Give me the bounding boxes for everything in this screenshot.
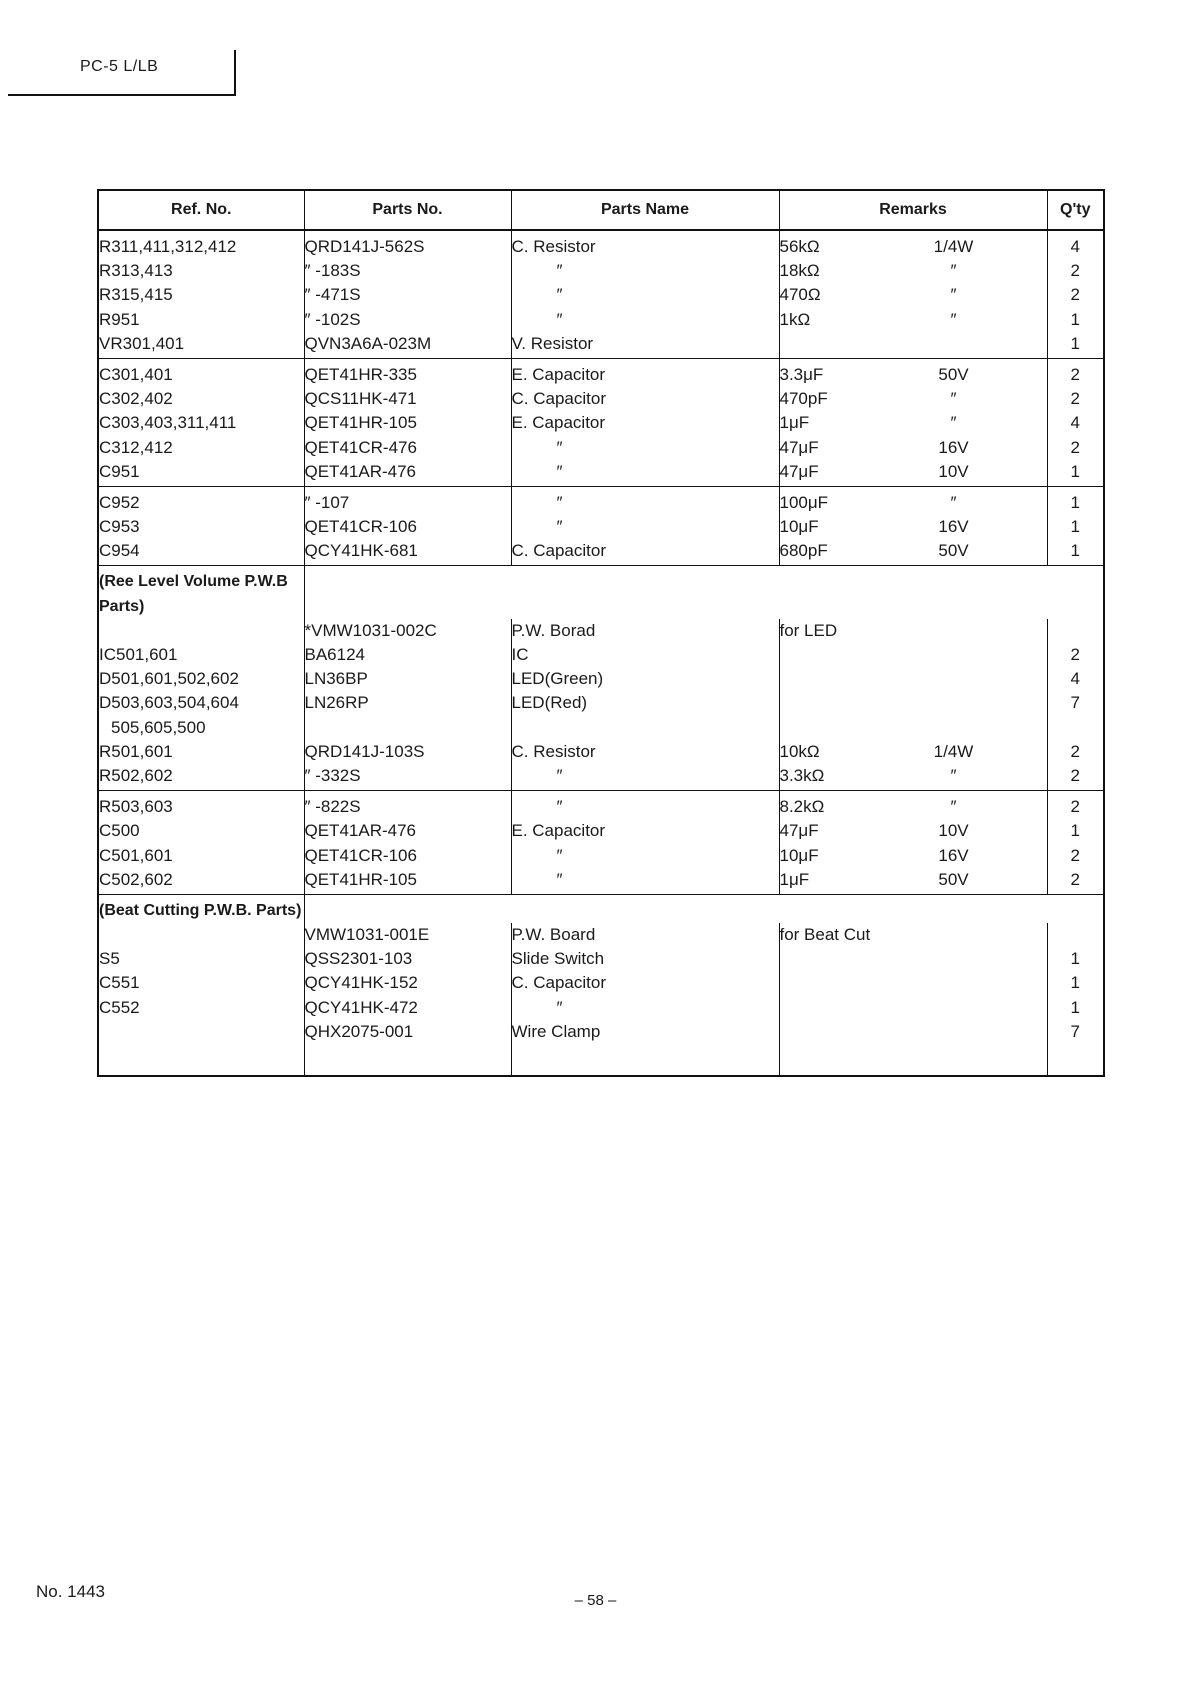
ref-no: R951	[99, 309, 140, 329]
ref-no: C952	[99, 492, 140, 512]
remarks-value: 1μF	[779, 413, 810, 433]
parts-no: QCS11HK-471	[304, 389, 417, 409]
ref-no: C953	[99, 517, 140, 537]
ref-no: S5	[99, 949, 120, 969]
ref-no	[99, 923, 304, 947]
qty-value: 1	[1070, 517, 1080, 537]
remarks-rating: 10V	[938, 821, 969, 841]
ref-no	[99, 619, 304, 643]
remarks-cell	[779, 358, 1047, 486]
qty-value: 1	[1070, 333, 1080, 353]
qty-cell	[1047, 923, 1104, 1076]
qty-cell	[1047, 230, 1104, 358]
remarks-value: for Beat Cut	[779, 925, 871, 945]
qty-value	[1048, 619, 1104, 643]
qty-value: 2	[1070, 364, 1080, 384]
remarks-rating: ″	[950, 285, 957, 305]
qty-value: 2	[1070, 797, 1080, 817]
parts-name: E. Capacitor	[511, 821, 606, 841]
ref-no: R502,602	[99, 765, 173, 785]
parts-name: ″	[556, 492, 563, 512]
section-heading: (Beat Cutting P.W.B. Parts)	[98, 894, 304, 923]
remarks-value: 47μF	[779, 821, 819, 841]
parts-name: LED(Green)	[511, 669, 604, 689]
parts-no: BA6124	[304, 645, 365, 665]
remarks-line	[780, 1020, 1047, 1044]
qty-value	[1048, 923, 1104, 947]
parts-no: QET41HR-105	[304, 869, 417, 889]
remarks-line	[780, 411, 1047, 435]
parts-no-cell	[304, 619, 511, 791]
remarks-line	[780, 332, 1047, 356]
ref-no: R311,411,312,412	[99, 237, 237, 256]
remarks-value: for LED	[779, 620, 838, 640]
remarks-line	[780, 764, 1047, 788]
parts-no: QCY41HK-152	[304, 973, 418, 993]
remarks-rating: ″	[950, 492, 957, 512]
qty-value: 2	[1070, 845, 1080, 865]
parts-list-table	[97, 189, 1105, 1077]
remarks-line	[780, 971, 1047, 995]
remarks-line	[780, 259, 1047, 283]
section-heading-row	[98, 894, 1104, 923]
parts-no: ″ -107	[304, 492, 350, 512]
parts-no-cell	[304, 791, 511, 895]
parts-name: ″	[556, 517, 563, 537]
remarks-rating: ″	[950, 765, 957, 785]
remarks-line	[780, 235, 1047, 259]
parts-name-cell	[511, 486, 779, 566]
ref-no: R501,601	[99, 741, 173, 761]
parts-no: ″ -471S	[304, 285, 361, 305]
table-row	[98, 923, 1104, 1076]
remarks-line	[780, 387, 1047, 411]
remarks-rating: 16V	[938, 517, 969, 537]
parts-no: QVN3A6A-023M	[304, 333, 432, 353]
table-row	[98, 358, 1104, 486]
parts-name: ″	[556, 797, 563, 817]
table-row	[98, 230, 1104, 358]
ref-no-cell	[98, 791, 304, 895]
model-label: PC-5 L/LB	[80, 58, 159, 75]
parts-no: QET41CR-106	[304, 845, 417, 865]
parts-name	[512, 716, 779, 740]
parts-no: LN26RP	[304, 693, 369, 713]
remarks-rating: ″	[950, 797, 957, 817]
parts-name: ″	[556, 845, 563, 865]
qty-cell	[1047, 486, 1104, 566]
remarks-line	[780, 740, 1047, 764]
remarks-rating: 16V	[938, 437, 969, 457]
col-header-remarks: Remarks	[779, 190, 1047, 230]
parts-name: Slide Switch	[511, 949, 605, 969]
parts-name: ″	[556, 461, 563, 481]
ref-no: C501,601	[99, 845, 173, 865]
parts-no-cell	[304, 923, 511, 1076]
parts-no: QET41CR-476	[304, 437, 417, 457]
remarks-line	[780, 691, 1047, 715]
remarks-line	[780, 923, 1047, 947]
parts-name-cell	[511, 791, 779, 895]
ref-no: IC501,601	[99, 645, 178, 665]
remarks-cell	[779, 230, 1047, 358]
remarks-cell	[779, 486, 1047, 566]
ref-no: C502,602	[99, 869, 173, 889]
qty-value: 7	[1070, 1021, 1080, 1041]
ref-no: R313,413	[99, 261, 173, 281]
remarks-line	[780, 515, 1047, 539]
remarks-line	[780, 308, 1047, 332]
parts-no: ″ -102S	[304, 309, 361, 329]
parts-name: C. Capacitor	[511, 389, 606, 409]
remarks-line	[780, 844, 1047, 868]
qty-cell	[1047, 358, 1104, 486]
parts-name: P.W. Borad	[511, 620, 596, 640]
remarks-value: 56kΩ	[779, 237, 820, 256]
qty-value: 2	[1070, 285, 1080, 305]
qty-value: 2	[1070, 645, 1080, 665]
parts-no: ″ -183S	[304, 261, 361, 281]
parts-name: V. Resistor	[511, 333, 594, 353]
parts-no-cell	[304, 486, 511, 566]
remarks-value: 3.3kΩ	[779, 765, 825, 785]
remarks-rating: 16V	[938, 845, 969, 865]
remarks-value: 1kΩ	[779, 309, 811, 329]
section-heading-row	[98, 566, 1104, 619]
remarks-rating: ″	[950, 261, 957, 281]
qty-value: 1	[1070, 949, 1080, 969]
col-header-qty: Q'ty	[1047, 190, 1104, 230]
col-header-parts-no: Parts No.	[304, 190, 511, 230]
ref-no: D503,603,504,604	[99, 693, 239, 713]
parts-name: ″	[556, 765, 563, 785]
parts-name: E. Capacitor	[511, 413, 606, 433]
parts-table-body	[98, 230, 1104, 1076]
ref-no: C500	[99, 821, 140, 841]
parts-name-cell	[511, 358, 779, 486]
parts-name: C. Resistor	[511, 741, 596, 761]
ref-no: C551	[99, 973, 140, 993]
parts-no: *VMW1031-002C	[304, 620, 437, 640]
qty-cell	[1047, 791, 1104, 895]
parts-name: P.W. Board	[511, 925, 596, 945]
remarks-line	[780, 643, 1047, 667]
ref-no: C303,403,311,411	[99, 413, 237, 433]
remarks-rating: ″	[950, 389, 957, 409]
parts-name: ″	[556, 997, 563, 1017]
parts-no: ″ -332S	[304, 765, 361, 785]
remarks-line	[780, 539, 1047, 563]
qty-value: 2	[1070, 261, 1080, 281]
table-header-row	[98, 190, 1104, 230]
ref-no: VR301,401	[99, 333, 185, 353]
remarks-line	[780, 716, 1047, 740]
parts-no: QCY41HK-472	[304, 997, 418, 1017]
qty-value	[1048, 716, 1104, 740]
parts-name: C. Capacitor	[511, 541, 606, 561]
parts-no: QHX2075-001	[304, 1021, 414, 1041]
remarks-cell	[779, 791, 1047, 895]
parts-no: QSS2301-103	[304, 949, 413, 969]
qty-value: 2	[1070, 765, 1080, 785]
remarks-value: 10μF	[779, 845, 819, 865]
qty-value: 1	[1070, 461, 1080, 481]
remarks-value: 8.2kΩ	[779, 797, 825, 817]
document-number: No. 1443	[36, 1582, 105, 1601]
ref-no: R503,603	[99, 797, 173, 817]
remarks-line	[780, 436, 1047, 460]
ref-no: C954	[99, 541, 140, 561]
qty-value: 1	[1070, 541, 1080, 561]
remarks-line	[780, 619, 1047, 643]
qty-value: 7	[1070, 693, 1080, 713]
parts-no-cell	[304, 230, 511, 358]
ref-no: C951	[99, 461, 140, 481]
parts-name: ″	[556, 437, 563, 457]
remarks-rating: ″	[950, 413, 957, 433]
remarks-rating: 1/4W	[933, 741, 974, 761]
remarks-rating: 50V	[938, 364, 969, 384]
parts-name: ″	[556, 261, 563, 281]
qty-value: 4	[1070, 237, 1080, 256]
remarks-line	[780, 819, 1047, 843]
ref-no: C312,412	[99, 437, 173, 457]
col-header-parts-name: Parts Name	[511, 190, 779, 230]
parts-name: C. Capacitor	[511, 973, 606, 993]
ref-no: R315,415	[99, 285, 173, 305]
ref-no-cell	[98, 923, 304, 1076]
ref-no: C301,401	[99, 364, 173, 384]
remarks-value: 680pF	[779, 541, 828, 561]
remarks-line	[780, 868, 1047, 892]
section-heading-filler	[304, 566, 1104, 619]
remarks-rating: 50V	[938, 869, 969, 889]
qty-value: 2	[1070, 869, 1080, 889]
parts-no: QET41AR-476	[304, 821, 416, 841]
parts-no: QCY41HK-681	[304, 541, 418, 561]
remarks-value: 10μF	[779, 517, 819, 537]
remarks-value: 3.3μF	[779, 364, 824, 384]
parts-name: IC	[511, 645, 529, 665]
parts-no: VMW1031-001E	[304, 925, 430, 945]
remarks-rating: 50V	[938, 541, 969, 561]
qty-value: 1	[1070, 309, 1080, 329]
remarks-value: 18kΩ	[779, 261, 820, 281]
remarks-cell	[779, 923, 1047, 1076]
ref-no: C552	[99, 997, 140, 1017]
parts-name: ″	[556, 309, 563, 329]
col-header-ref-no: Ref. No.	[98, 190, 304, 230]
remarks-rating: 1/4W	[933, 237, 974, 256]
qty-value: 2	[1070, 389, 1080, 409]
remarks-value: 10kΩ	[779, 741, 820, 761]
parts-no: QRD141J-562S	[304, 237, 425, 256]
parts-name: ″	[556, 869, 563, 889]
qty-value: 1	[1070, 997, 1080, 1017]
remarks-line	[780, 491, 1047, 515]
qty-value: 4	[1070, 669, 1080, 689]
remarks-line	[780, 363, 1047, 387]
parts-name: C. Resistor	[511, 237, 596, 256]
ref-no-cell	[98, 619, 304, 791]
parts-name-cell	[511, 923, 779, 1076]
table-row	[98, 619, 1104, 791]
ref-no-cell	[98, 358, 304, 486]
parts-name: Wire Clamp	[511, 1021, 601, 1041]
section-heading: (Ree Level Volume P.W.B Parts)	[98, 566, 304, 619]
ref-no: 505,605,500	[111, 717, 206, 737]
parts-no: QET41AR-476	[304, 461, 416, 481]
qty-value: 2	[1070, 741, 1080, 761]
qty-value: 1	[1070, 821, 1080, 841]
qty-value: 2	[1070, 437, 1080, 457]
table-row	[98, 486, 1104, 566]
ref-no-cell	[98, 486, 304, 566]
qty-value: 1	[1070, 492, 1080, 512]
parts-name-cell	[511, 230, 779, 358]
parts-no: LN36BP	[304, 669, 368, 689]
remarks-line	[780, 947, 1047, 971]
parts-no: ″ -822S	[304, 797, 361, 817]
parts-name: LED(Red)	[511, 693, 588, 713]
remarks-value: 100μF	[779, 492, 829, 512]
parts-no: QET41HR-105	[304, 413, 417, 433]
parts-no-cell	[304, 358, 511, 486]
ref-no-cell	[98, 230, 304, 358]
remarks-line	[780, 283, 1047, 307]
parts-no	[305, 716, 511, 740]
qty-value: 1	[1070, 973, 1080, 993]
qty-cell	[1047, 619, 1104, 791]
table-row	[98, 791, 1104, 895]
remarks-value: 470pF	[779, 389, 828, 409]
page-number: – 58 –	[574, 1592, 617, 1609]
parts-no: QET41HR-335	[304, 364, 417, 384]
remarks-line	[780, 667, 1047, 691]
parts-name: E. Capacitor	[511, 364, 606, 384]
remarks-line	[780, 460, 1047, 484]
remarks-value: 1μF	[779, 869, 810, 889]
parts-name: ″	[556, 285, 563, 305]
remarks-line	[780, 795, 1047, 819]
remarks-rating: 10V	[938, 461, 969, 481]
section-heading-filler	[304, 894, 1104, 923]
parts-no: QET41CR-106	[304, 517, 417, 537]
remarks-cell	[779, 619, 1047, 791]
remarks-line	[780, 996, 1047, 1020]
parts-no: QRD141J-103S	[304, 741, 425, 761]
ref-no: C302,402	[99, 389, 173, 409]
qty-value: 4	[1070, 413, 1080, 433]
ref-no: D501,601,502,602	[99, 669, 239, 689]
remarks-value: 47μF	[779, 461, 819, 481]
ref-no	[99, 1020, 304, 1044]
remarks-rating: ″	[950, 309, 957, 329]
remarks-value: 470Ω	[779, 285, 821, 305]
parts-name-cell	[511, 619, 779, 791]
remarks-value: 47μF	[779, 437, 819, 457]
